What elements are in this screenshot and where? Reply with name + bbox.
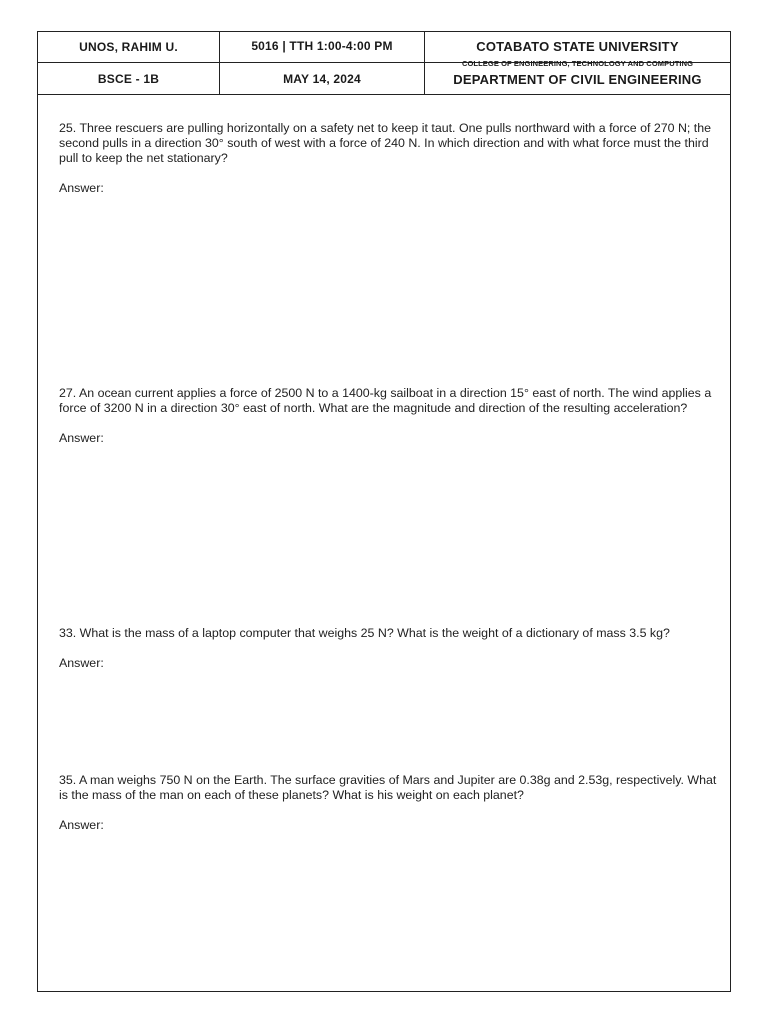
worksheet-page (37, 31, 731, 992)
university-name: COTABATO STATE UNIVERSITY (476, 39, 679, 54)
header-table (38, 32, 730, 95)
question-33 (59, 626, 719, 671)
student-name: UNOS, RAHIM U. (38, 32, 220, 63)
submission-date: MAY 14, 2024 (220, 63, 425, 94)
department-name: DEPARTMENT OF CIVIL ENGINEERING (453, 72, 702, 87)
question-text: 27. An ocean current applies a force of 2500 N to a 1400-kg sailboat in a direction 15° east of north. The wind applies a force of 3200 N in a direction 30° east of north. What are the magnitude and direction of the resulting acceleration? (59, 386, 712, 415)
college-name: COLLEGE OF ENGINEERING, TECHNOLOGY AND COMPUTING (461, 59, 694, 68)
question-text: 33. What is the mass of a laptop computer that weighs 25 N? What is the weight of a dictionary of mass 3.5 kg? (59, 626, 670, 640)
answer-label: Answer: (59, 656, 104, 670)
question-text: 35. A man weighs 750 N on the Earth. The surface gravities of Mars and Jupiter are 0.38g and 2.53g, respectively. What is the mass of the man on each of these planets? What is his weight on each planet? (59, 773, 717, 802)
answer-label: Answer: (59, 181, 104, 195)
question-text: 25. Three rescuers are pulling horizontally on a safety net to keep it taut. One pulls northward with a force of 270 N; the second pulls in a direction 30° south of west with a force of 240 N. In which direction and with what force must the third pull to keep the net stationary? (59, 121, 712, 165)
course-section: BSCE - 1B (38, 63, 220, 94)
class-schedule: 5016 | TTH 1:00-4:00 PM (220, 32, 425, 63)
answer-label: Answer: (59, 818, 104, 832)
university-block (425, 32, 730, 68)
answer-label: Answer: (59, 431, 104, 445)
question-35 (59, 773, 719, 833)
question-25 (59, 121, 719, 196)
question-27 (59, 386, 719, 446)
